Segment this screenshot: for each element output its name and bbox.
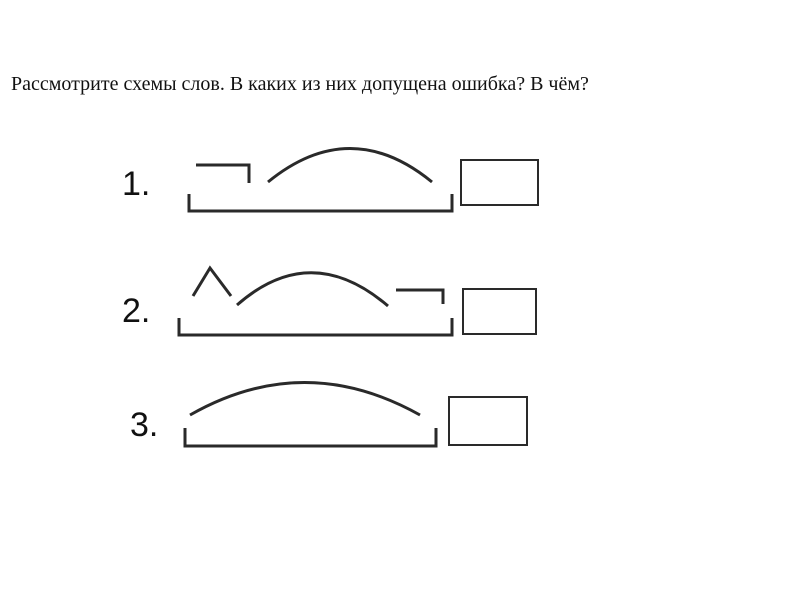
task-question: Рассмотрите схемы слов. В каких из них допущена ошибка? В чём?	[11, 73, 589, 95]
scheme-3	[185, 383, 527, 447]
scheme-2-suffix-mark	[193, 268, 231, 296]
scheme-2-root-arc	[237, 273, 388, 306]
scheme-2-ending-box	[463, 289, 536, 334]
scheme-3-ending-box	[449, 397, 527, 445]
scheme-3-bracket	[185, 428, 436, 446]
scheme-1-number: 1.	[122, 165, 151, 203]
scheme-1	[189, 149, 538, 212]
scheme-2-prefix-mark	[396, 290, 443, 304]
scheme-2	[179, 268, 536, 335]
scheme-1-ending-box	[461, 160, 538, 205]
scheme-3-number: 3.	[130, 406, 159, 444]
scheme-2-bracket	[179, 318, 452, 335]
scheme-1-root-arc	[268, 149, 432, 183]
scheme-1-prefix-mark	[196, 165, 249, 183]
scheme-1-suffix-bracket	[189, 194, 452, 211]
scheme-3-root-arc	[190, 383, 420, 416]
scheme-2-number: 2.	[122, 292, 151, 330]
